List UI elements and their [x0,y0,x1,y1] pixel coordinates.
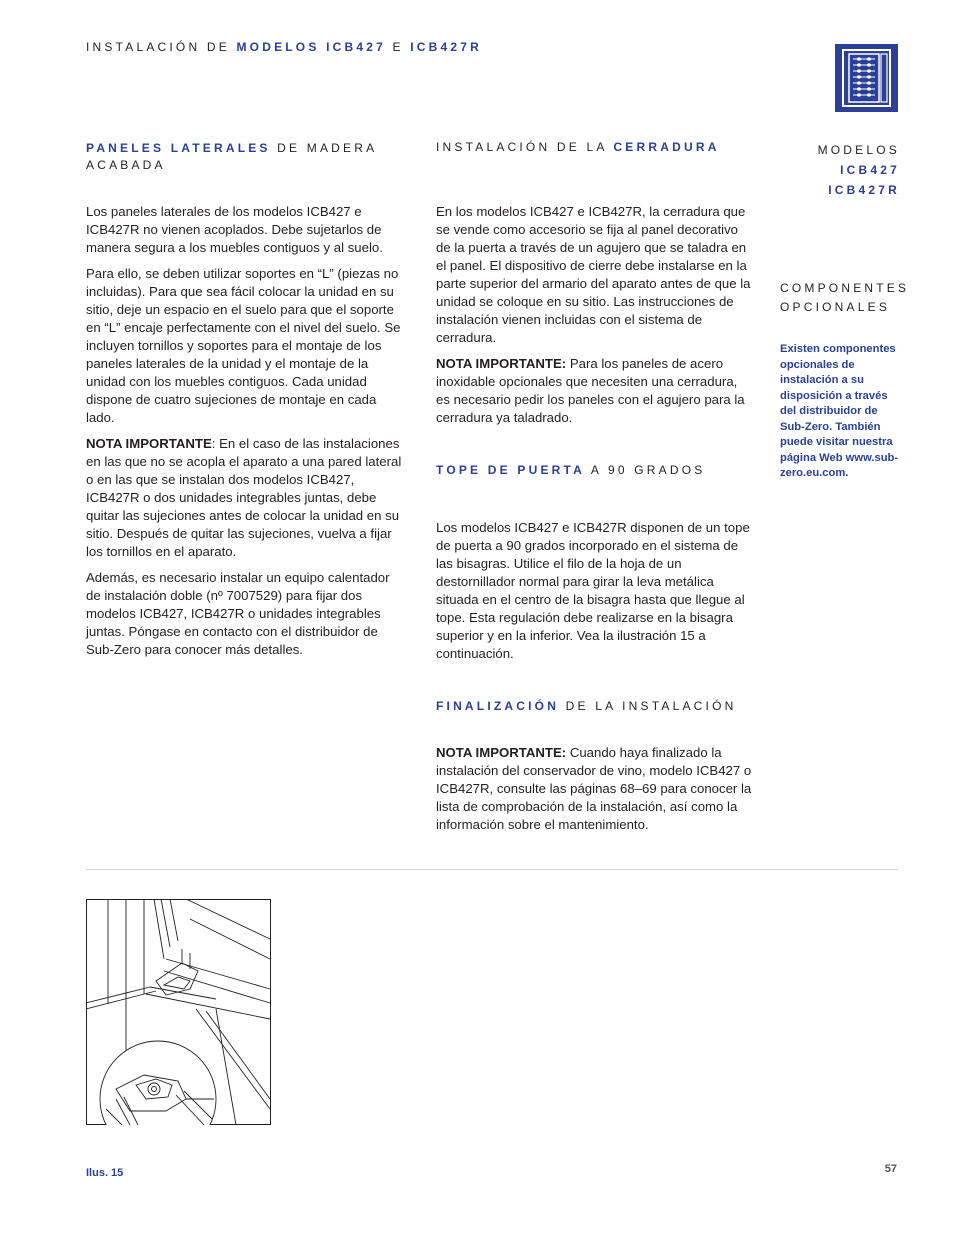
note-text: Cuando haya finalizado la instalación del conservador de vino, modelo ICB427 o ICB427R, consulte las páginas 68–69 para conocer la lista de comprobación de la instalación, así como la información sobre el mantenimiento. [436,745,752,832]
optional-label-line2: OPCIONALES [780,300,891,314]
section-heading-side-panels [86,140,386,174]
heading-rest: DE LA INSTALACIÓN [559,699,737,713]
paragraph [436,744,752,834]
paragraph: Para ello, se deben utilizar soportes en “L” (piezas no incluidas). Para que sea fácil colocar la unidad en su sitio, deje un espacio en el suelo para que el soporte en “L” encaje perfectamente con el nivel del suelo. Se incluyen tornillos y soportes para el montaje de los paneles laterales de la unidad y el montaje de la unidad con los muebles contiguos. Cada unidad dispone de cuatro sujeciones de montaje en cada lado. [86,266,401,425]
heading-bold: FINALIZACIÓN [436,699,560,713]
paragraph [86,435,404,561]
heading-rest: INSTALACIÓN DE LA [436,140,614,154]
page-number: 57 [884,1163,897,1175]
models-block [780,140,900,200]
note-label: NOTA IMPORTANTE: [436,356,567,371]
header-model-r: ICB427R [410,40,483,54]
heading-rest: A 90 GRADOS [585,463,706,477]
optional-label-line1: COMPONENTES [780,281,910,295]
paragraph: En los modelos ICB427 e ICB427R, la cerradura que se vende como accesorio se fija al panel decorativo de la puerta a través de un agujero que se taladra en el panel. El dispositivo de cierre debe instalarse en la parte superior del armario del aparato antes de que la unidad se coloque en su sitio. Las instrucciones de instalación vienen incluidas con el sistema de cerradura. [436,204,751,345]
heading-bold: PANELES LATERALES [86,141,271,155]
hinge-illustration [86,899,271,1125]
door-stop-body [436,519,752,671]
note-text: : En el caso de las instalaciones en las que no se acopla el aparato a una pared lateral o en las que se instalan dos modelos ICB427, ICB427R o dos unidades integrables juntas, debe quitar las sujeciones antes de colocar la unidad en su sitio. Después de quitar las sujeciones, vuelva a fijar los tornillos en el aparato. [86,436,402,559]
heading-bold: TOPE DE PUERTA [436,463,586,477]
paragraph: Además, es necesario instalar un equipo calentador de instalación doble (nº 7007529) para fijar dos modelos ICB427, ICB427R o unidades integrables juntas. Póngase en contacto con el distribuidor de Sub-Zero para conocer más detalles. [86,570,390,657]
heading-bold: CERRADURA [613,140,720,154]
header-conj: E [385,40,411,54]
running-header [86,40,482,54]
note-text: Para los paneles de acero inoxidable opcionales que necesiten una cerradura, es necesario pedir los paneles con el agujero para la cerradura ya taladrado. [436,356,745,425]
paragraph: Los modelos ICB427 e ICB427R disponen de un tope de puerta a 90 grados incorporado en el sistema de las bisagras. Utilice el filo de la hoja de un destornillador normal para girar la leva metálica situada en el centro de la bisagra hasta que llegue al tope. Esta regulación debe realizarse en la bisagra superior y en la inferior. Vea la ilustración 15 a continuación. [436,520,750,661]
wine-cabinet-icon [835,44,898,112]
note-label: NOTA IMPORTANTE [86,436,212,451]
model-icb427: ICB427 [840,163,900,177]
note-label: NOTA IMPORTANTE: [436,745,567,760]
section-heading-door-stop [436,463,756,477]
section-divider [86,869,898,870]
model-icb427r: ICB427R [828,183,900,197]
paragraph [436,355,752,427]
optional-components-note: Existen componentes opcionales de instalación a su disposición a través del distribuidor de Sub-Zero. También puede visitar nuestra página Web www.sub-zero.eu.com. [780,343,899,479]
header-models: MODELOS ICB427 [236,40,386,54]
section-heading-finish [436,699,756,713]
side-panels-body [86,203,404,667]
optional-components-label [780,279,910,317]
paragraph: Los paneles laterales de los modelos ICB427 e ICB427R no vienen acoplados. Debe sujetarlos de manera segura a los muebles contiguos y al suelo. [86,204,383,255]
header-prefix: INSTALACIÓN DE [86,40,237,54]
finish-body [436,744,752,842]
heading-rest: DE MADERA ACABADA [86,141,377,172]
lock-body [436,203,752,435]
section-heading-lock [436,140,756,154]
models-label: MODELOS [817,143,900,157]
figure-caption: Ilus. 15 [86,1167,124,1179]
